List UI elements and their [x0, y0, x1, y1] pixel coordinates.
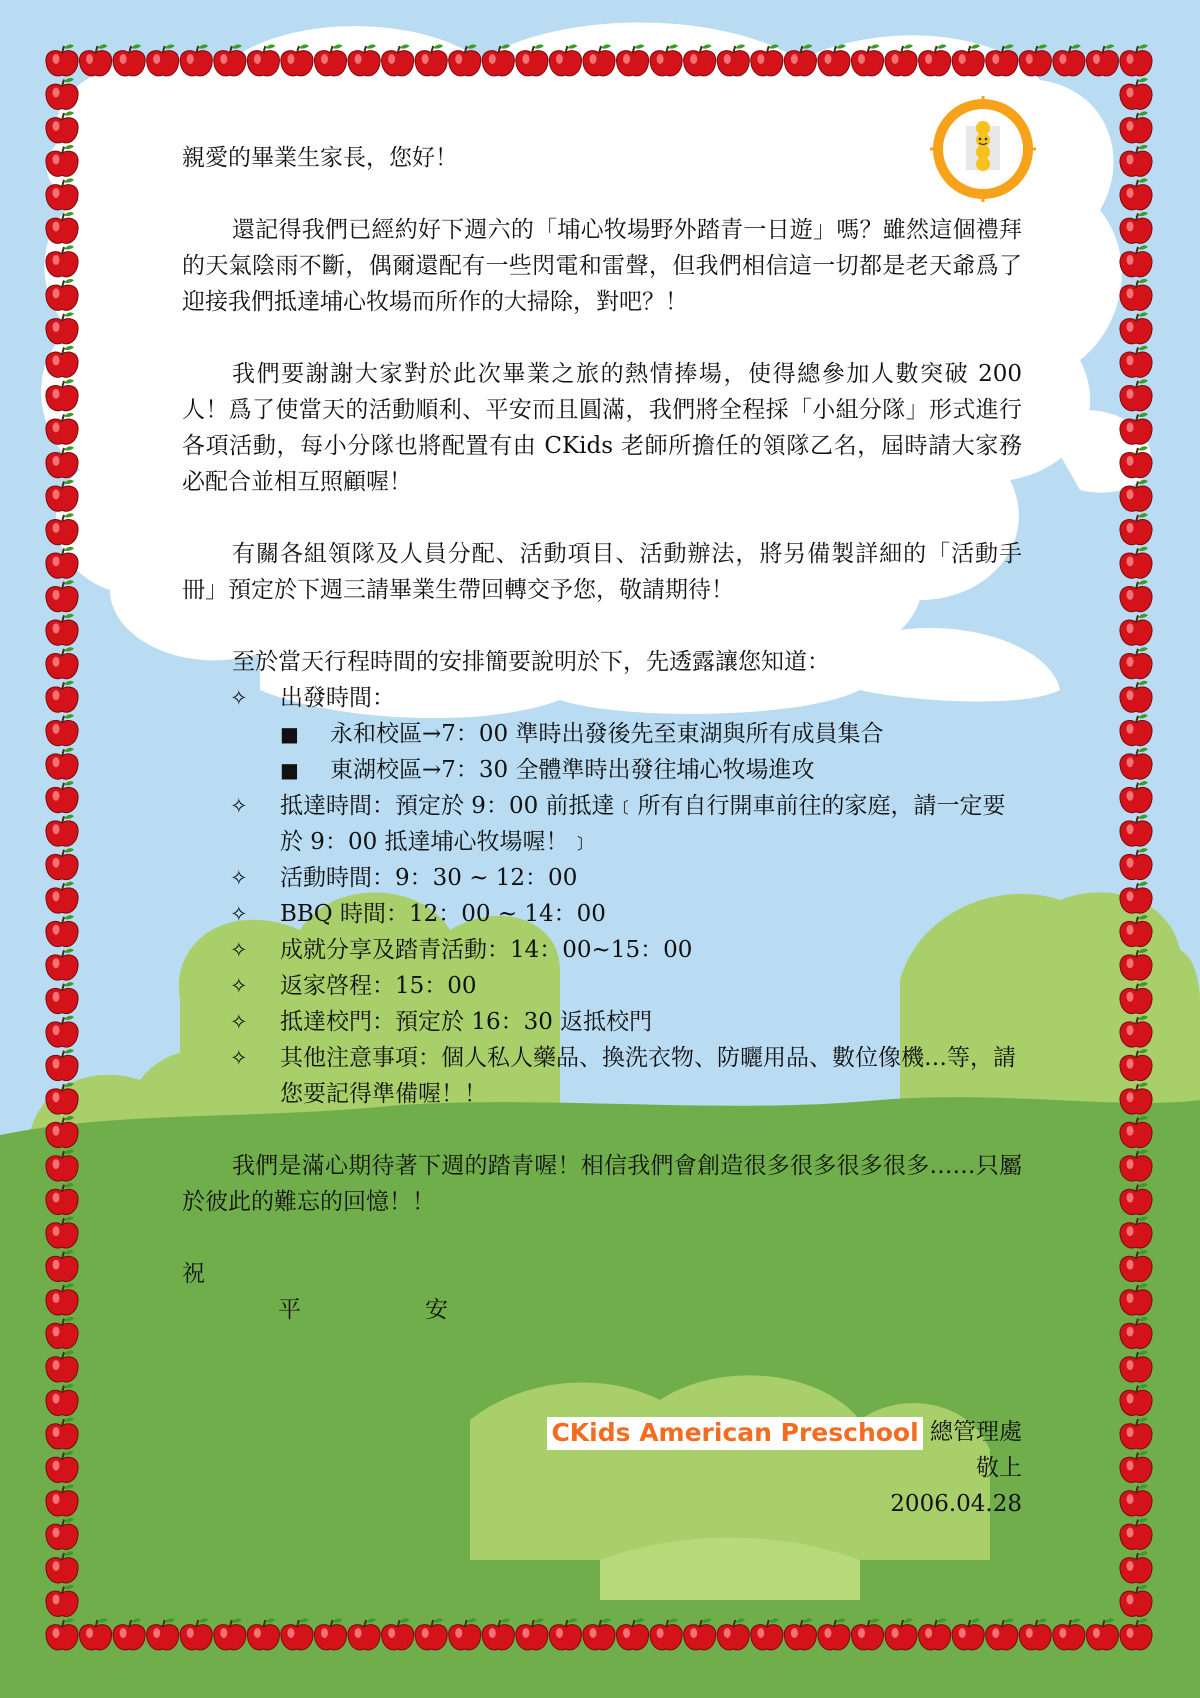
apple-icon — [147, 1618, 179, 1649]
schedule-notes: ✧ 其他注意事項：個人私人藥品、換洗衣物、防曬用品、數位像機…等，請您要記得準備喔！！ — [182, 1040, 1022, 1112]
apple-icon — [952, 1618, 984, 1649]
apple-icon — [46, 178, 78, 209]
apple-icon — [1120, 1083, 1152, 1114]
apple-icon — [46, 882, 78, 913]
apple-icon — [919, 44, 951, 75]
apple-icon — [46, 111, 78, 142]
apple-icon — [549, 1618, 581, 1649]
apple-icon — [616, 1618, 648, 1649]
apple-icon — [46, 1250, 78, 1281]
apple-icon — [952, 44, 984, 75]
apple-icon — [986, 1618, 1018, 1649]
apple-icon — [1120, 1417, 1152, 1448]
apple-icon — [717, 44, 749, 75]
schedule-activity: ✧ 活動時間：9：30 ~ 12：00 — [182, 860, 1022, 896]
apple-icon — [583, 1618, 615, 1649]
apple-icon — [46, 915, 78, 946]
paragraph-1: 還記得我們已經約好下週六的「埔心牧場野外踏青一日遊」嗎？雖然這個禮拜的天氣陰雨不斷，偶爾還配有一些閃電和雷聲，但我們相信這一切都是老天爺爲了迎接我們抵達埔心牧場而所作的大掃除，對吧？！ — [182, 217, 1022, 315]
apple-icon — [1120, 1585, 1152, 1616]
apple-icon — [415, 1618, 447, 1649]
apple-icon — [1086, 44, 1118, 75]
apple-icon — [46, 1116, 78, 1147]
apple-icon — [1120, 44, 1152, 75]
sparkle-bullet-icon: ✧ — [230, 1046, 248, 1070]
apple-icon — [1120, 1049, 1152, 1080]
apple-icon — [46, 815, 78, 846]
apple-icon — [1120, 1217, 1152, 1248]
apple-icon — [348, 1618, 380, 1649]
apple-icon — [818, 1618, 850, 1649]
apple-icon — [180, 44, 212, 75]
apple-icon — [314, 44, 346, 75]
apple-icon — [1019, 1618, 1051, 1649]
greeting: 親愛的畢業生家長，您好！ — [182, 145, 458, 171]
schedule-list — [182, 680, 1022, 716]
apple-icon — [1120, 1183, 1152, 1214]
square-bullet-icon: ■ — [280, 722, 299, 746]
apple-icon — [46, 379, 78, 410]
apple-icon — [46, 1016, 78, 1047]
apple-icon — [46, 1150, 78, 1181]
apple-icon — [1120, 1116, 1152, 1147]
apple-icon — [46, 614, 78, 645]
apple-icon — [46, 212, 78, 243]
schedule-return: ✧ 返家啓程：15：00 — [182, 968, 1022, 1004]
apple-icon — [180, 1618, 212, 1649]
apple-icon — [46, 346, 78, 377]
letter-body — [182, 140, 1022, 1328]
apple-icon — [1120, 145, 1152, 176]
apple-icon — [214, 1618, 246, 1649]
apple-icon — [1053, 1618, 1085, 1649]
apple-icon — [46, 1451, 78, 1482]
department: 總管理處 — [930, 1419, 1022, 1445]
apple-icon — [1120, 681, 1152, 712]
apple-icon — [1120, 781, 1152, 812]
apple-icon — [46, 1585, 78, 1616]
apple-icon — [885, 1618, 917, 1649]
apple-icon — [281, 44, 313, 75]
apple-icon — [46, 1417, 78, 1448]
apple-icon — [583, 44, 615, 75]
apple-icon — [1120, 1350, 1152, 1381]
letter-date: 2006.04.28 — [890, 1491, 1022, 1517]
apple-icon — [1120, 1284, 1152, 1315]
apple-icon — [1120, 480, 1152, 511]
schedule-sharing: ✧ 成就分享及踏青活動：14：00~15：00 — [182, 932, 1022, 968]
apple-icon — [46, 446, 78, 477]
apple-icon — [751, 44, 783, 75]
sparkle-bullet-icon: ✧ — [230, 1010, 248, 1034]
apple-icon — [1120, 1484, 1152, 1515]
apple-icon — [46, 1217, 78, 1248]
apple-icon — [46, 1518, 78, 1549]
apple-icon — [46, 480, 78, 511]
apple-icon — [1120, 1016, 1152, 1047]
apple-icon — [46, 1350, 78, 1381]
apple-icon — [46, 949, 78, 980]
sparkle-bullet-icon: ✧ — [230, 794, 248, 818]
sparkle-bullet-icon: ✧ — [230, 974, 248, 998]
sparkle-bullet-icon: ✧ — [230, 866, 248, 890]
apple-icon — [885, 44, 917, 75]
apple-icon — [751, 1618, 783, 1649]
apple-icon — [516, 1618, 548, 1649]
apple-icon — [1120, 647, 1152, 678]
apple-icon — [46, 982, 78, 1013]
apple-icon — [1120, 1150, 1152, 1181]
apple-icon — [46, 245, 78, 276]
apple-icon — [1120, 915, 1152, 946]
apple-icon — [650, 44, 682, 75]
apple-icon — [1120, 815, 1152, 846]
apple-icon — [46, 1384, 78, 1415]
schedule-list-continued — [182, 788, 1022, 1112]
apple-icon — [46, 78, 78, 109]
apple-icon — [314, 1618, 346, 1649]
apple-icon — [1120, 513, 1152, 544]
apple-icon — [1053, 44, 1085, 75]
apple-icon — [1120, 848, 1152, 879]
apple-icon — [113, 1618, 145, 1649]
apple-icon — [1120, 446, 1152, 477]
apple-icon — [46, 547, 78, 578]
apple-icon — [1120, 1518, 1152, 1549]
sparkle-bullet-icon: ✧ — [230, 902, 248, 926]
apple-icon — [46, 1083, 78, 1114]
schedule-arrive-school: ✧ 抵達校門：預定於 16：30 返抵校門 — [182, 1004, 1022, 1040]
apple-icon — [919, 1618, 951, 1649]
apple-icon — [348, 44, 380, 75]
brand-name: CKids American Preschool — [547, 1417, 922, 1450]
apple-icon — [46, 312, 78, 343]
apple-icon — [482, 44, 514, 75]
apple-icon — [214, 44, 246, 75]
apple-icon — [46, 1049, 78, 1080]
departure-item: ■ 永和校區→7：00 準時出發後先至東湖與所有成員集合 — [182, 716, 1022, 752]
apple-icon — [46, 1484, 78, 1515]
closing-peace: 平 安 — [278, 1297, 448, 1323]
departure-sublist — [182, 716, 1022, 788]
apple-icon — [1120, 1317, 1152, 1348]
apple-icon — [1019, 44, 1051, 75]
apple-icon — [46, 413, 78, 444]
apple-icon — [1120, 346, 1152, 377]
apple-icon — [1120, 413, 1152, 444]
apple-icon — [516, 44, 548, 75]
apple-icon — [46, 44, 78, 75]
apple-icon — [247, 44, 279, 75]
apple-icon — [46, 513, 78, 544]
apple-icon — [281, 1618, 313, 1649]
apple-icon — [1120, 178, 1152, 209]
paragraph-3: 有關各組領隊及人員分配、活動項目、活動辦法，將另備製詳細的「活動手冊」預定於下週三請畢業生帶回轉交予您，敬請期待！ — [182, 541, 1022, 603]
apple-icon — [549, 44, 581, 75]
apple-icon — [46, 781, 78, 812]
apple-icon — [1120, 982, 1152, 1013]
sparkle-bullet-icon: ✧ — [230, 938, 248, 962]
apple-icon — [449, 1618, 481, 1649]
schedule-bbq: ✧ BBQ 時間：12：00 ~ 14：00 — [182, 896, 1022, 932]
apple-icon — [851, 1618, 883, 1649]
apple-icon — [46, 145, 78, 176]
apple-icon — [1120, 547, 1152, 578]
apple-icon — [1120, 111, 1152, 142]
apple-icon — [818, 44, 850, 75]
apple-icon — [784, 44, 816, 75]
apple-icon — [46, 1183, 78, 1214]
paragraph-5: 我們是滿心期待著下週的踏青喔！相信我們會創造很多很多很多很多……只屬於彼此的難忘的回憶！！ — [182, 1153, 1022, 1215]
apple-icon — [1120, 949, 1152, 980]
apple-icon — [1120, 78, 1152, 109]
apple-icon — [482, 1618, 514, 1649]
apple-icon — [1120, 614, 1152, 645]
apple-icon — [46, 748, 78, 779]
paragraph-2: 我們要謝謝大家對於此次畢業之旅的熱情捧場，使得總參加人數突破 200 人！爲了使當天的活動順利、平安而且圓滿，我們將全程採「小組分隊」形式進行各項活動，每小分隊也將配置有由 CKids 老師所擔任的領隊乙名，屆時請大家務必配合並相互照顧喔！ — [182, 361, 1022, 495]
apple-icon — [1120, 748, 1152, 779]
square-bullet-icon: ■ — [280, 758, 299, 782]
apple-icon — [1120, 1250, 1152, 1281]
apple-icon — [851, 44, 883, 75]
apple-icon — [79, 1618, 111, 1649]
apple-icon — [1120, 279, 1152, 310]
departure-item: ■ 東湖校區→7：30 全體準時出發往埔心牧場進攻 — [182, 752, 1022, 788]
apple-icon — [616, 44, 648, 75]
apple-icon — [46, 647, 78, 678]
apple-icon — [46, 1317, 78, 1348]
closing-wish: 祝 — [182, 1261, 205, 1287]
apple-icon — [449, 44, 481, 75]
apple-icon — [1120, 379, 1152, 410]
apple-icon — [684, 1618, 716, 1649]
apple-icon — [1120, 714, 1152, 745]
apple-icon — [46, 1551, 78, 1582]
apple-icon — [247, 1618, 279, 1649]
apple-icon — [46, 848, 78, 879]
apple-icon — [1120, 312, 1152, 343]
apple-icon — [1120, 1551, 1152, 1582]
paragraph-4: 至於當天行程時間的安排簡要說明於下，先透露讓您知道： — [232, 649, 830, 675]
apple-icon — [1120, 245, 1152, 276]
apple-icon — [717, 1618, 749, 1649]
apple-icon — [1086, 1618, 1118, 1649]
apple-icon — [1120, 1618, 1152, 1649]
apple-icon — [1120, 212, 1152, 243]
departure-label: 出發時間： — [280, 685, 395, 711]
apple-icon — [79, 44, 111, 75]
signature-block — [526, 1414, 1022, 1522]
schedule-departure — [182, 680, 1022, 716]
apple-icon — [46, 279, 78, 310]
apple-icon — [1120, 882, 1152, 913]
apple-icon — [46, 580, 78, 611]
apple-icon — [147, 44, 179, 75]
schedule-arrival: ✧ 抵達時間：預定於 9：00 前抵達﹝所有自行開車前往的家庭，請一定要於 9：00 抵達埔心牧場喔！﹞ — [182, 788, 1022, 860]
apple-icon — [113, 44, 145, 75]
regards: 敬上 — [976, 1455, 1022, 1481]
apple-icon — [986, 44, 1018, 75]
apple-icon — [1120, 580, 1152, 611]
apple-icon — [1120, 1451, 1152, 1482]
apple-icon — [415, 44, 447, 75]
apple-icon — [46, 1284, 78, 1315]
sparkle-bullet-icon: ✧ — [230, 686, 248, 710]
apple-icon — [382, 44, 414, 75]
apple-icon — [46, 714, 78, 745]
apple-icon — [784, 1618, 816, 1649]
apple-icon — [46, 681, 78, 712]
apple-icon — [46, 1618, 78, 1649]
apple-icon — [650, 1618, 682, 1649]
apple-icon — [1120, 1384, 1152, 1415]
signature-line — [526, 1414, 1022, 1450]
apple-icon — [382, 1618, 414, 1649]
apple-icon — [684, 44, 716, 75]
